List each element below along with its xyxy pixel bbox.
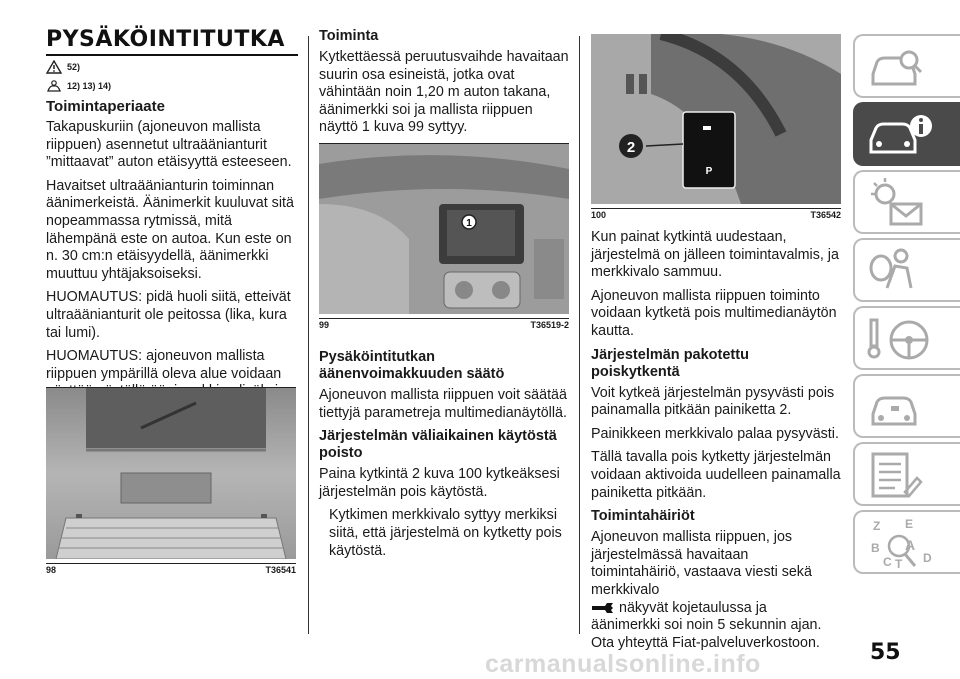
- tab-starting-driving[interactable]: [853, 306, 960, 370]
- paragraph-intro: Takapuskuriin (ajoneuvon mallista riippuen) asennetut ultraäänianturit ”mittaavat” auton etäisyyttä esteeseen.: [46, 119, 292, 171]
- column-2: [319, 28, 569, 137]
- figure-callout-1: 1: [466, 218, 472, 229]
- button-p-label: P: [705, 166, 713, 177]
- column-divider: [579, 36, 580, 634]
- maintenance-list-icon: [865, 448, 929, 504]
- index-letter: T: [895, 557, 903, 571]
- column-3: [591, 229, 841, 652]
- heading-temporary-off: Järjestelmän väliaikainen käytöstä poisto: [319, 428, 557, 462]
- note-ref-text: 12) 13) 14): [67, 81, 112, 91]
- heading-volume: Pysäköintitutkan äänenvoimakkuuden säätö: [319, 349, 505, 382]
- tab-safety[interactable]: [853, 238, 960, 302]
- section-heading: Toimintaperiaate: [46, 98, 165, 115]
- paragraph-reenable: Kun painat kytkintä uudestaan, järjestelmä on jälleen toimintavalmis, ja merkkivalo sammuu.: [591, 229, 839, 281]
- paragraph-fault-line2: näkyvät kojetaulussa ja: [591, 600, 841, 618]
- figure-98: [46, 387, 296, 575]
- paragraph-fault: Ajoneuvon mallista riippuen, jos järjestelmässä havaitaan toimintahäiriö, vastaava viesti sekä merkkivalo: [591, 529, 812, 598]
- airbag-person-icon: [865, 244, 929, 300]
- paragraph-long-press: Voit kytkeä järjestelmän pysyvästi pois painamalla pitkään painiketta 2.: [591, 384, 835, 419]
- title-rule: [46, 54, 298, 56]
- tab-warning-lights[interactable]: [853, 170, 960, 234]
- figure-100: [591, 34, 841, 220]
- column-1: [46, 28, 298, 401]
- chapter-sidebar: [853, 34, 960, 618]
- rear-bumper-image: [46, 388, 296, 559]
- steering-button-image: [591, 34, 841, 204]
- tab-car-info[interactable]: [853, 102, 960, 166]
- paragraph-volume: Ajoneuvon mallista riippuen voit säätää tiettyjä parametreja multimedianäytöllä.: [319, 387, 567, 421]
- tab-emergency[interactable]: [853, 374, 960, 438]
- paragraph-reactivate: Tällä tavalla pois kytketty järjestelmän voidaan aktivoida uudelleen painamalla painiketta pitkään.: [591, 449, 841, 501]
- page-title: PYSÄKÖINTITUTKA: [46, 27, 285, 52]
- warning-light-mail-icon: [865, 176, 929, 232]
- paragraph-toiminta: Kytkettäessä peruutusvaihde havaitaan suurin osa esineistä, jotka ovat vähintään noin 1,20 m auton takana, äänimerkki soi ja mallista riippuen näyttö 1 kuva 99 syttyy.: [319, 49, 569, 136]
- dashboard-display-image: [319, 144, 569, 314]
- warning-triangle-icon: [46, 60, 62, 74]
- care-hand-icon: [46, 79, 62, 93]
- figure-callout-2: 2: [626, 139, 636, 156]
- paragraph-indicator-on: Painikkeen merkkivalo palaa pysyvästi.: [591, 425, 839, 442]
- alphabet-index-icon: [865, 516, 945, 572]
- note-reference: [46, 78, 298, 94]
- heading-faults: Toimintahäiriöt: [591, 508, 695, 525]
- figure-caption: 100 T36542: [591, 210, 841, 220]
- warning-reference: [46, 59, 298, 75]
- column-divider: [308, 36, 309, 634]
- car-info-icon: [865, 108, 935, 164]
- warning-ref-text: 52): [67, 62, 81, 72]
- paragraph-contact: äänimerkki soi noin 5 sekunnin ajan. Ota yhteyttä Fiat-palveluverkostoon.: [591, 617, 822, 651]
- key-steering-icon: [865, 312, 935, 368]
- page-number: 55: [870, 640, 901, 665]
- figure-caption: 98 T36541: [46, 565, 296, 575]
- paragraph-indicator: Kytkimen merkkivalo syttyy merkiksi siitä, että järjestelmä on kytketty pois käytöstä.: [329, 507, 562, 559]
- index-letter: C: [883, 555, 892, 569]
- column-2-lower: [319, 349, 569, 560]
- heading-forced-off: Järjestelmän pakotettu poiskytkentä: [591, 346, 749, 380]
- paragraph-note-2: HUOMAUTUS: ajoneuvon mallista riippuen ympärillä oleva alue voidaan: [46, 348, 282, 382]
- car-search-icon: [865, 40, 925, 96]
- paragraph-note-1: HUOMAUTUS: pidä huoli siitä, etteivät ultraäänianturit ole peitossa (lika, kura tai lumi).: [46, 289, 291, 341]
- index-letter: E: [905, 517, 914, 531]
- tab-index[interactable]: [853, 510, 960, 574]
- car-breakdown-icon: [865, 380, 929, 436]
- index-letter: Z: [873, 519, 881, 533]
- index-letter: A: [905, 537, 916, 553]
- paragraph-sounds: Havaitset ultraäänianturin toiminnan äänimerkeistä. Äänimerkit kuuluvat sitä nopeammassa rytmissä, mitä lähempänä este on autoa. Kun este on n. 30 cm:n etäisyydellä, äänimerkki muuttuu yhtäjaksoiseksi.: [46, 177, 294, 282]
- paragraph-multimedia: Ajoneuvon mallista riippuen toiminto voidaan kytketä pois multimedianäytön kautta.: [591, 287, 837, 339]
- figure-caption: 99 T36519-2: [319, 320, 569, 330]
- paragraph-temporary-off: Paina kytkintä 2 kuva 100 kytkeäksesi järjestelmän pois käytöstä.: [319, 466, 560, 500]
- index-letter: B: [871, 541, 880, 555]
- heading-toiminta: Toiminta: [319, 28, 379, 44]
- tab-car-search[interactable]: [853, 34, 960, 98]
- figure-99: [319, 143, 569, 330]
- wrench-icon: [591, 602, 615, 614]
- index-letter: D: [923, 551, 932, 565]
- watermark: carmanualsonline.info: [485, 650, 761, 678]
- tab-maintenance[interactable]: [853, 442, 960, 506]
